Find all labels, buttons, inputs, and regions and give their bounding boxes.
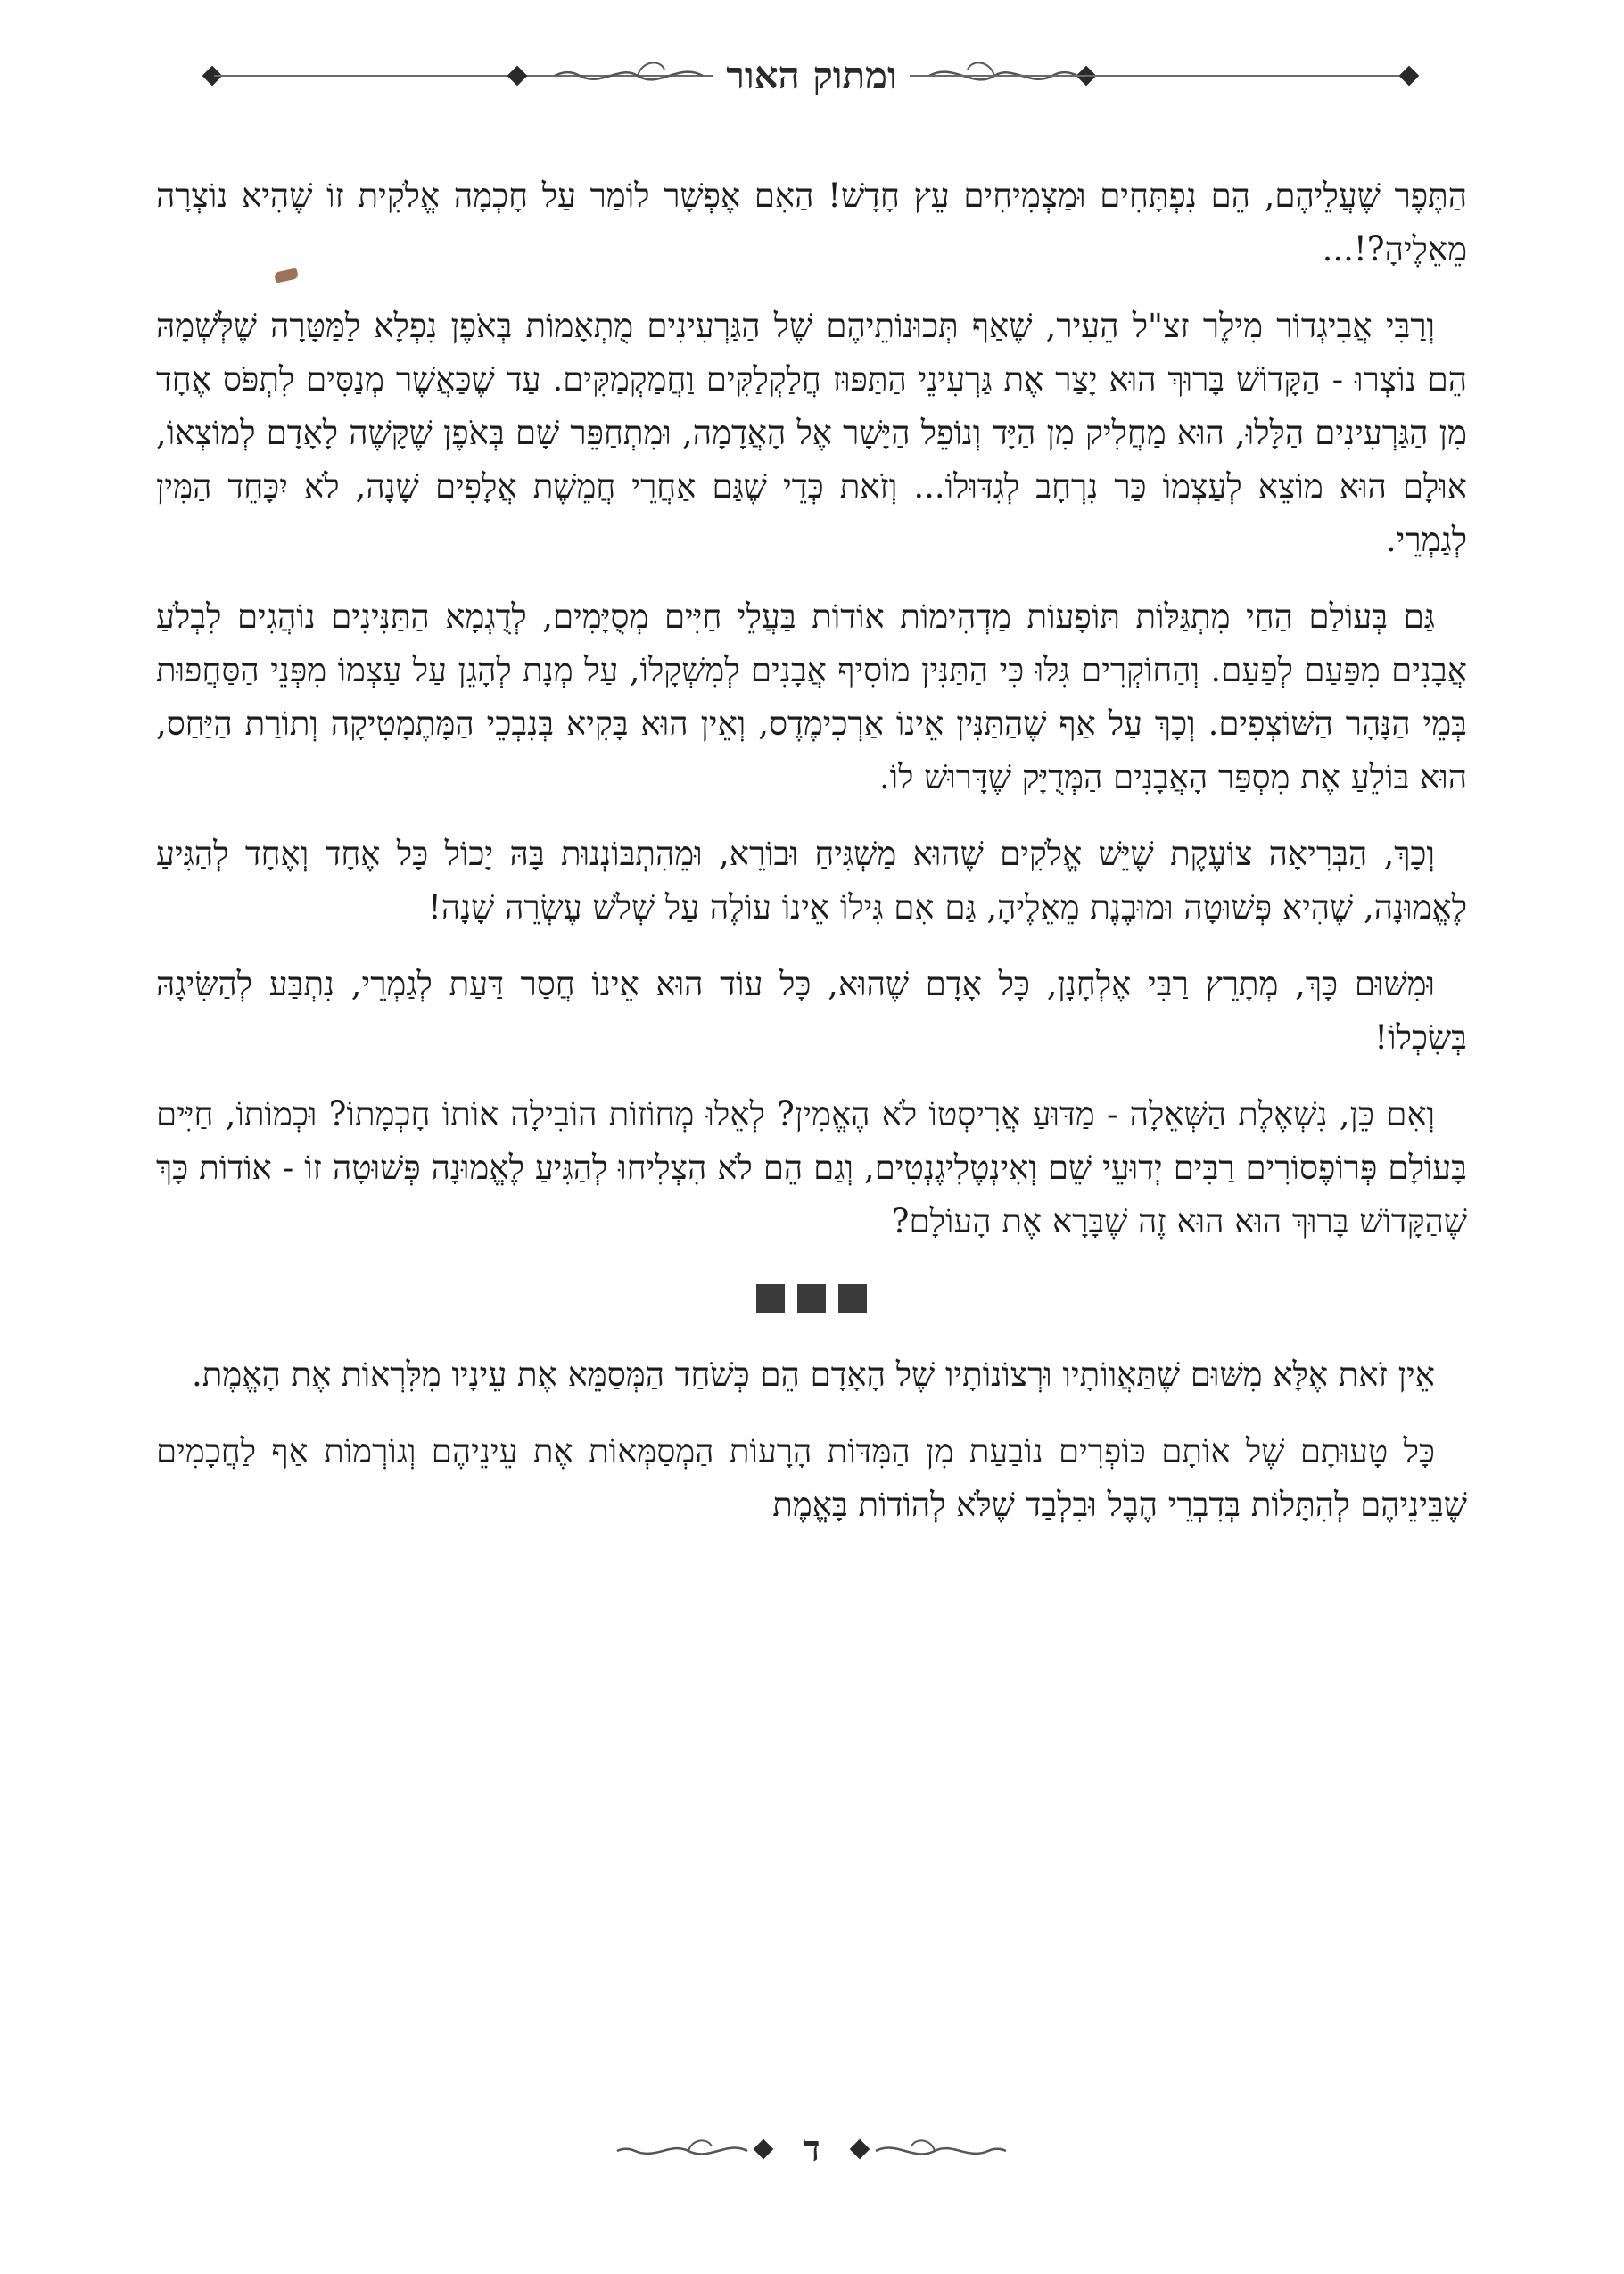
separator-square-icon [838,1284,867,1313]
page-body [156,169,1467,1555]
page-number: ד [803,2128,820,2170]
paragraph-7: אֵין זֹאת אֶלָּא מִשּׁוּם שֶׁתַּאֲווֹתָיו וּרְצוֹנוֹתָיו שֶׁל הָאָדָם הֵם כְּשֹׁחַד הַמְּסַמֵּא אֶת עֵינָיו מִלִּרְאוֹת אֶת הָאֱמֶת. [192,1355,1435,1394]
paragraph-3: גַּם בְּעוֹלַם הַחַי מִתְגַּלּוֹת תּוֹפָעוֹת מַדְהִימוֹת אוֹדוֹת בַּעֲלֵי חַיִּים מְסֻיָּמִים, לְדֻגְמָא הַתַּנִּינִים נוֹהֲגִים לִבְלֹעַ אֲבָנִים מִפַּעַם לְפַעַם. וְהַחוֹקְרִים גִּלּוּ כִּי הַתַּנִּין מוֹסִיף אֲבָנִים לְמִשְׁקָלוֹ, עַל מְנָת לְהָגֵן עַל עַצְמוֹ מִפְּנֵי הַסַּחֲפוּת בְּמֵי הַנָּהָר הַשּׁוֹצְפִים. וְכָךְ עַל אַף שֶׁהַתַּנִּין אֵינוֹ אַרְכִימֶדֶס, וְאֵין הוּא בָּקִיא בְּנִבְכֵי הַמָּתֶמָטִיקָה וְתוֹרַת הַיַּחַס, הוּא בּוֹלֵעַ אֶת מִסְפַּר הָאֲבָנִים הַמְּדֻיָּק שֶׁדָּרוּשׁ לוֹ. [156,597,1467,796]
paragraph-8: כָּל טָעוּתָם שֶׁל אוֹתָם כּוֹפְרִים נוֹבַעַת מִן הַמִּדּוֹת הָרָעוֹת הַמְסַמְּאוֹת אֶת עֵינֵיהֶם וְגוֹרְמוֹת אַף לַחֲכָמִים שֶׁבֵּינֵיהֶם לְהִתָּלוֹת בְּדִבְרֵי הֶבֶל וּבִלְבַד שֶׁלֹּא לְהוֹדוֹת בָּאֱמֶת [156,1432,1467,1524]
paragraph-6: וְאִם כֵּן, נִשְׁאֶלֶת הַשְּׁאֵלָה - מַדּוּעַ אֲרִיסְטוֹ לֹא הֶאֱמִין? לְאֵלוּ מְחוֹזוֹת הוֹבִילָה אוֹתוֹ חָכְמָתוֹ? וּכְמוֹתוֹ, חַיִּים בָּעוֹלָם פְּרוֹפֶסוֹרִים רַבִּים יְדוּעֵי שֵׁם וְאִינְטֶלִיגֶנְטִים, וְגַם הֵם לֹא הִצְלִיחוּ לְהַגִּיעַ לֶאֱמוּנָה פְּשׁוּטָה זוֹ - אוֹדוֹת כָּךְ שֶׁהַקָּדוֹשׁ בָּרוּךְ הוּא הוּא זֶה שֶׁבָּרָא אֶת הָעוֹלָם? [156,1095,1467,1240]
page-footer [535,2113,1088,2185]
paragraph-5: וּמִשּׁוּם כָּךְ, מְתָרֵץ רַבִּי אֶלְחָנָן, כָּל אָדָם שֶׁהוּא, כָּל עוֹד הוּא אֵינוֹ חֲסַר דַּעַת לְגַמְרֵי, נִתְבַּע לְהַשִּׂיגָהּ בְּשִׂכְלוֹ! [156,965,1467,1057]
paragraph-2: וְרַבִּי אֲבִיגְדוֹר מִילֶר זצ"ל הֵעִיר, שֶׁאַף תְּכוּנוֹתֵיהֶם שֶׁל הַגַּרְעִינִים מֻתְאָמוֹת בְּאֹפֶן נִפְלָא לַמַּטָּרָה שֶׁלְּשְׁמָהּ הֵם נוֹצְרוּ - הַקָּדוֹשׁ בָּרוּךְ הוּא יָצַר אֶת גַּרְעִינֵי הַתַּפּוּז חֲלַקְלַקִּים וַחֲמַקְמַקִּים. עַד שֶׁכַּאֲשֶׁר מְנַסִּים לִתְפֹּס אֶחָד מִן הַגַּרְעִינִים הַלָּלוּ, הוּא מַחֲלִיק מִן הַיָּד וְנוֹפֵל הַיָּשָׁר אֶל הָאֲדָמָה, וּמִתְחַפֵּר שָׁם בְּאֹפֶן שֶׁקָּשֶׁה לָאָדָם לְמוֹצְאוֹ, אוּלָם הוּא מוֹצֵא לְעַצְמוֹ כַּר נִרְחָב לְגִדּוּלוֹ... וְזֹאת כְּדֵי שֶׁגַּם אַחֲרֵי חֲמֵשֶׁת אֲלָפִים שָׁנָה, לֹא יִכָּחֵד הַמִּין לְגַמְרֵי. [156,307,1467,559]
paragraph-4: וְכָךְ, הַבְּרִיאָה צוֹעֶקֶת שֶׁיֵּשׁ אֱלֹקִים שֶׁהוּא מַשְׁגִּיחַ וּבוֹרֵא, וּמֵהִתְבּוֹנְנוּת בָּהּ יָכוֹל כָּל אֶחָד וְאֶחָד לְהַגִּיעַ לֶאֱמוּנָה, שֶׁהִיא פְּשׁוּטָה וּמוּבֶנֶת מֵאֵלֶיהָ, גַּם אִם גִּילוֹ אֵינוֹ עוֹלֶה עַל שְׁלֹשׁ עֶשְׂרֵה שָׁנָה! [156,835,1467,927]
section-separator [156,1284,1467,1313]
header-rule-right [910,75,1409,77]
paragraph-1: הַתֶּפֶר שֶׁעֲלֵיהֶם, הֵם נִפְתָּחִים וּמַצְמִיחִים עֵץ חָדָשׁ! הַאִם אֶפְשָׁר לוֹמַר עַל חָכְמָה אֱלֹקִית זוֹ שֶׁהִיא נוֹצְרָה מֵאֵלֶיהָ?!... [156,177,1467,268]
separator-square-icon [756,1284,785,1313]
running-header [178,36,1445,116]
header-title: ומתוק האור [726,54,897,97]
footer-flourish-right-icon [874,2133,1008,2169]
separator-square-icon [797,1284,826,1313]
